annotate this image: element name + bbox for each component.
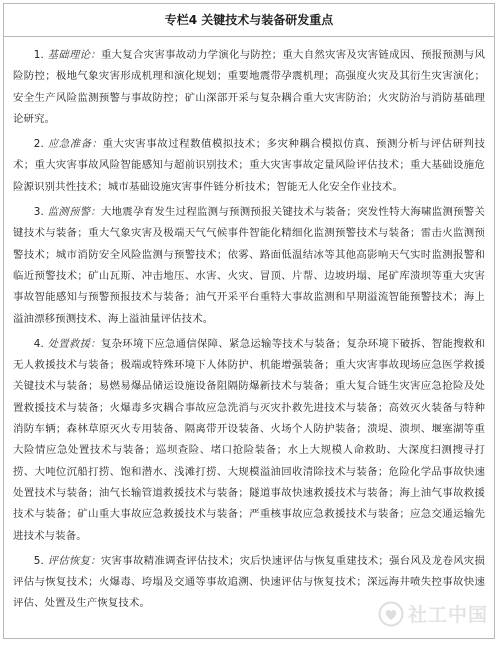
section-monitoring-warning [13, 202, 485, 330]
section-label: 监测预警： [47, 206, 101, 219]
box-title: 专栏4 关键技术与装备研发重点 [4, 4, 494, 37]
section-number: 2. [33, 138, 45, 151]
section-number: 4. [33, 337, 45, 350]
section-label: 基础理论： [47, 49, 101, 61]
section-number: 1. [33, 49, 45, 61]
policy-box [3, 3, 495, 639]
section-number: 3. [33, 206, 45, 219]
section-rescue [13, 334, 485, 547]
section-text: 灾害事故精准调查评估技术；灾后快速评估与恢复重建技术；强台风及龙卷风灾损评估与恢复技术；火爆毒、垮塌及交通等事故追溯、快速评估与恢复技术；深远海井喷失控事故快速评估、处置及生产恢复技术。 [13, 554, 486, 610]
section-text: 重大复合灾害事故动力学演化与防控；重大自然灾害及灾害链成因、预报预测与风险防控；极地气象灾害形成机理和演化规划；重要地震带孕震机理；高强度火灾及其衍生灾害演化；安全生产风险监测预警与事故防控；矿山深部开采与复杂耦合重大灾害防治；火灾防治与消防基础理论研究。 [13, 49, 486, 125]
box-content [4, 37, 494, 615]
watermark [378, 600, 488, 627]
section-text: 大地震孕育发生过程监测与预测预报关键技术与装备；突发性特大海啸监测预警关键技术与装备；重大气象灾害及极端天气气候事件智能化精细化监测预警技术与装备；雷击火监测预警技术；城市消防安全风险监测与预警技术；依雾、路面低温结冰等其他高影响天气实时监测报警和临近预警技术；矿山瓦斯、冲击地压、水害、火灾、冒顶、片帮、边坡坍塌、尾矿库溃坝等重大灾害事故智能感知与预警预报技术与装备；油气开采平台重特大事故监测和早期溢流智能预警技术；海上溢油漂移预测技术、海上溢油量评估技术。 [13, 206, 486, 325]
section-basic-theory [13, 45, 485, 130]
section-emergency-preparation [13, 134, 485, 198]
section-number: 5. [33, 554, 45, 567]
watermark-text: 社工中国 [407, 604, 488, 626]
section-label: 处置救援： [47, 337, 101, 350]
social-work-logo-icon [378, 601, 404, 627]
section-text: 重大灾害事故过程数值模拟技术；多灾种耦合模拟仿真、预测分析与评估研判技术；重大灾害事故风险智能感知与超前识别技术；重大灾害事故定量风险评估技术；重大基础设施危险源识别共性技术；城市基础设施灾害事件链分析技术；智能无人化安全作业技术。 [13, 138, 486, 193]
section-label: 评估恢复： [47, 554, 101, 567]
section-label: 应急准备： [47, 138, 103, 151]
section-text: 复杂环境下应急通信保障、紧急运输等技术与装备；复杂环境下破拆、智能搜救和无人救援技术与装备；极端或特殊环境下人体防护、机能增强装备；重大灾害事故现场应急医学救援关键技术与装备；易燃易爆品储运设施设备阻隔防爆新技术与装备；重大复合链生灾害应急抢险及处置救援技术与装备；火爆毒多灾耦合事故应急洗消与灭灾扑救先进技术与装备；高效灭火装备与特种消防车辆；森林草原灭火专用装备、隔离带开设装备、火场个人防护装备；溃堤、溃坝、堰塞湖等重大险情应急处置技术与装备；巡坝查险、堵口抢险装备；水上大规模人命救助、大深度扫测搜寻打捞、大吨位沉船打捞、饱和潜水、浅滩打捞、大规模溢油回收清除技术与装备；危险化学品事故快速处置技术与装备；油气长输管道救援技术与装备；隧道事故快速救援技术与装备；海上油气事故救援技术与装备；矿山重大事故应急救援技术与装备；严重核事故应急救援技术与装备；应急交通运输先进技术与装备。 [13, 337, 486, 542]
